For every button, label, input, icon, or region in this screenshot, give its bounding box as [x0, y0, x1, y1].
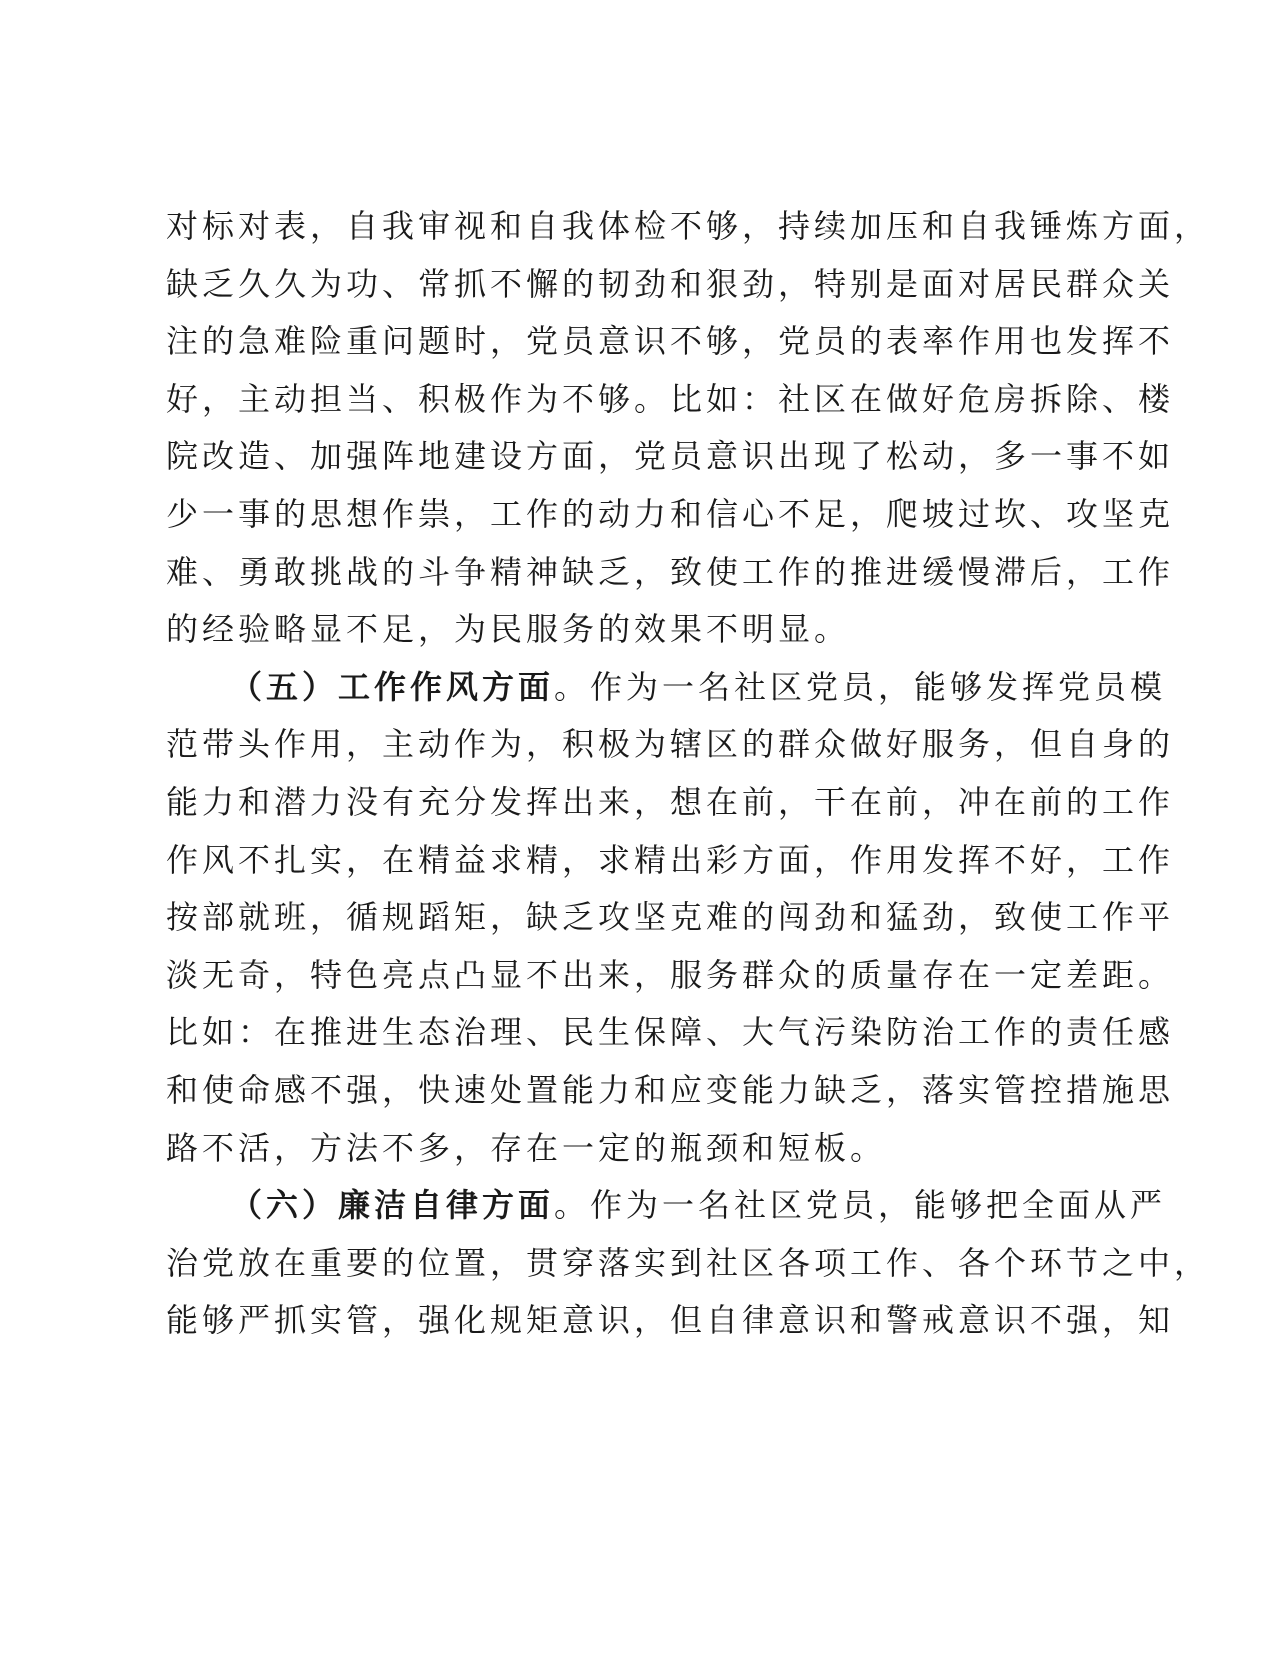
body-line: 作风不扎实，在精益求精，求精出彩方面，作用发挥不好，工作 [166, 840, 1175, 879]
section-six-first-line [166, 1177, 1167, 1235]
section-six-first-line-text: 。作为一名社区党员，能够把全面从严 [554, 1186, 1167, 1225]
body-line: 和使命感不强，快速处置能力和应变能力缺乏，落实管控措施思 [166, 1070, 1175, 1109]
body-line: 比如：在推进生态治理、民生保障、大气污染防治工作的责任感 [166, 1013, 1175, 1052]
document-body [166, 198, 1211, 1350]
body-line: 院改造、加强阵地建设方面，党员意识出现了松动，多一事不如 [166, 437, 1175, 476]
section-five-first-line-text: 。作为一名社区党员，能够发挥党员模 [554, 667, 1167, 706]
body-line: 淡无奇，特色亮点凸显不出来，服务群众的质量存在一定差距。 [166, 955, 1175, 994]
body-line: 少一事的思想作祟，工作的动力和信心不足，爬坡过坎、攻坚克 [166, 494, 1175, 533]
body-line: 范带头作用，主动作为，积极为辖区的群众做好服务，但自身的 [166, 725, 1175, 764]
body-line: 缺乏久久为功、常抓不懈的韧劲和狠劲，特别是面对居民群众关 [166, 264, 1175, 303]
body-line: 对标对表，自我审视和自我体检不够，持续加压和自我锤炼方面， [166, 207, 1211, 245]
section-five-first-line [166, 659, 1167, 717]
body-line: 能力和潜力没有充分发挥出来，想在前，干在前，冲在前的工作 [166, 782, 1175, 821]
section-six-heading: （六）廉洁自律方面 [230, 1186, 555, 1225]
body-line: 难、勇敢挑战的斗争精神缺乏，致使工作的推进缓慢滞后，工作 [166, 552, 1175, 591]
body-line: 的经验略显不足，为民服务的效果不明显。 [166, 610, 851, 649]
body-line: 路不活，方法不多，存在一定的瓶颈和短板。 [166, 1128, 887, 1167]
body-line: 治党放在重要的位置，贯穿落实到社区各项工作、各个环节之中， [166, 1243, 1211, 1282]
body-line: 能够严抓实管，强化规矩意识，但自律意识和警戒意识不强，知 [166, 1301, 1175, 1340]
body-line: 好，主动担当、积极作为不够。比如：社区在做好危房拆除、楼 [166, 379, 1175, 418]
body-line: 按部就班，循规蹈矩，缺乏攻坚克难的闯劲和猛劲，致使工作平 [166, 898, 1175, 937]
body-line: 注的急难险重问题时，党员意识不够，党员的表率作用也发挥不 [166, 322, 1175, 361]
section-five-heading: （五）工作作风方面 [230, 667, 555, 706]
